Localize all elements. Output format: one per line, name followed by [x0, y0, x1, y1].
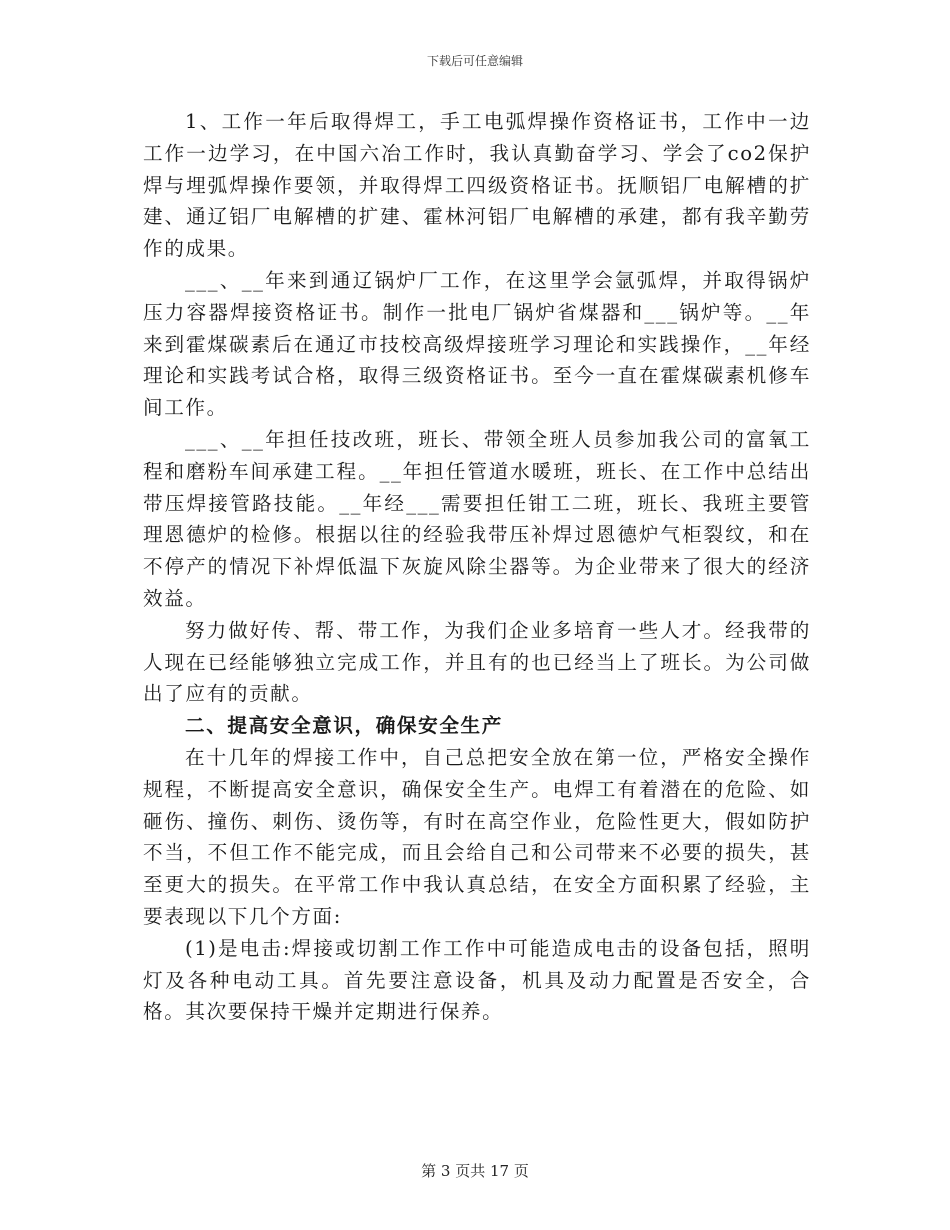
paragraph-boiler-factory: ___、__年来到通辽锅炉厂工作，在这里学会氩弧焊，并取得锅炉压力容器焊接资格证书。制作一批电厂锅炉省煤器和___锅炉等。__年来到霍煤碳素后在通辽市技校高级焊接班学习理论和实践操作，__年经理论和实践考试合格，取得三级资格证书。至今一直在霍煤碳素机修车间工作。: [143, 268, 811, 420]
paragraph-welding-certificate: 1、工作一年后取得焊工，手工电弧焊操作资格证书，工作中一边工作一边学习，在中国六冶工作时，我认真勤奋学习、学会了co2保护焊与埋弧焊操作要领，并取得焊工四级资格证书。抚顺铝厂电解槽的扩建、通辽铝厂电解槽的扩建、霍林河铝厂电解槽的承建，都有我辛勤劳作的成果。: [143, 110, 811, 261]
document-body: [143, 106, 811, 1028]
paragraph-training: 努力做好传、帮、带工作，为我们企业多培育一些人才。经我带的人现在已经能够独立完成工作，并且有的也已经当上了班长。为公司做出了应有的贡献。: [143, 618, 811, 706]
paragraph-safety-awareness: 在十几年的焊接工作中，自己总把安全放在第一位，严格安全操作规程，不断提高安全意识，确保安全生产。电焊工有着潜在的危险、如砸伤、撞伤、刺伤、烫伤等，有时在高空作业，危险性更大，假如防护不当，不但工作不能完成，而且会给自己和公司带来不必要的损失，甚至更大的损失。在平常工作中我认真总结，在安全方面积累了经验，主要表现以下几个方面:: [143, 745, 811, 928]
paragraph-electric-shock: (1)是电击:焊接或切割工作工作中可能造成电击的设备包括，照明灯及各种电动工具。首先要注意设备，机具及动力配置是否安全，合格。其次要保持干燥并定期进行保养。: [143, 936, 811, 1024]
section-heading-safety: 二、提高安全意识，确保安全生产: [185, 714, 503, 738]
page-number: 第 3 页共 17 页: [421, 1162, 529, 1180]
page-header: 下载后可任意编辑: [426, 54, 523, 68]
paragraph-team-leader: ___、__年担任技改班，班长、带领全班人员参加我公司的富氧工程和磨粉车间承建工程。__年担任管道水暖班，班长、在工作中总结出带压焊接管路技能。__年经___需要担任钳工二班，班长、我班主要管理恩德炉的检修。根据以往的经验我带压补焊过恩德炉气柜裂纹，和在不停产的情况下补焊低温下灰旋风除尘器等。为企业带来了很大的经济效益。: [143, 427, 811, 610]
